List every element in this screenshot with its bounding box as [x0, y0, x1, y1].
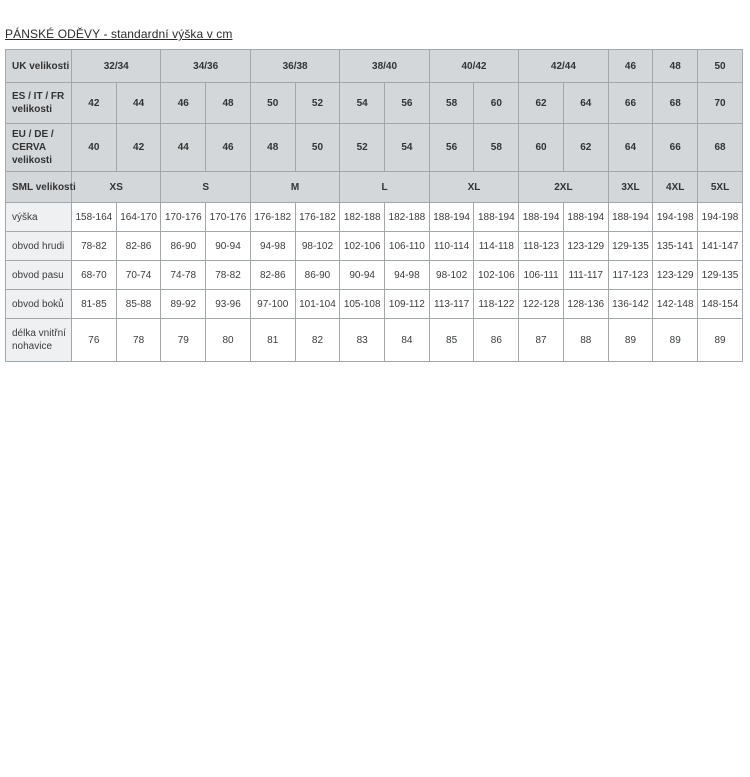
table-row [6, 232, 743, 261]
measurement-cell: 170-176 [206, 203, 251, 232]
size-header-cell: 48 [206, 83, 251, 124]
size-header-cell: 46 [608, 50, 653, 83]
size-header-cell: 3XL [608, 172, 653, 203]
size-header-cell: 50 [250, 83, 295, 124]
measurement-cell: 84 [385, 319, 430, 362]
measurement-cell: 102-106 [474, 261, 519, 290]
size-header-cell: 42 [116, 124, 161, 172]
measurement-cell: 85 [429, 319, 474, 362]
size-header-cell: 48 [250, 124, 295, 172]
measurement-cell: 78-82 [206, 261, 251, 290]
size-header-cell: 68 [698, 124, 743, 172]
measurement-cell: 117-123 [608, 261, 653, 290]
measurement-cell: 76 [72, 319, 117, 362]
measurement-cell: 118-122 [474, 290, 519, 319]
row-label: SML velikosti [6, 172, 72, 203]
table-row [6, 290, 743, 319]
measurement-cell: 85-88 [116, 290, 161, 319]
measurement-cell: 106-110 [385, 232, 430, 261]
size-header-cell: 4XL [653, 172, 698, 203]
size-header-cell: 50 [698, 50, 743, 83]
measurement-cell: 98-102 [429, 261, 474, 290]
size-header-cell: 46 [206, 124, 251, 172]
measurement-cell: 89 [698, 319, 743, 362]
measurement-cell: 97-100 [250, 290, 295, 319]
measurement-cell: 101-104 [295, 290, 340, 319]
measurement-cell: 82-86 [116, 232, 161, 261]
size-table [5, 49, 743, 362]
measurement-cell: 148-154 [698, 290, 743, 319]
measurement-cell: 188-194 [474, 203, 519, 232]
measurement-cell: 176-182 [250, 203, 295, 232]
measurement-cell: 94-98 [250, 232, 295, 261]
measurement-cell: 129-135 [698, 261, 743, 290]
table-row [6, 261, 743, 290]
measurement-cell: 89-92 [161, 290, 206, 319]
measurement-cell: 142-148 [653, 290, 698, 319]
measurement-cell: 78 [116, 319, 161, 362]
row-label: UK velikosti [6, 50, 72, 83]
size-header-cell: 2XL [519, 172, 608, 203]
measurement-cell: 86-90 [295, 261, 340, 290]
measurement-cell: 109-112 [385, 290, 430, 319]
measurement-cell: 74-78 [161, 261, 206, 290]
measurement-cell: 123-129 [563, 232, 608, 261]
measurement-cell: 88 [563, 319, 608, 362]
table-row [6, 319, 743, 362]
size-header-cell: 64 [563, 83, 608, 124]
size-header-cell: 40 [72, 124, 117, 172]
measurement-cell: 81-85 [72, 290, 117, 319]
measurement-cell: 158-164 [72, 203, 117, 232]
measurement-cell: 83 [340, 319, 385, 362]
measurement-cell: 135-141 [653, 232, 698, 261]
measurement-cell: 188-194 [563, 203, 608, 232]
measurement-cell: 80 [206, 319, 251, 362]
size-header-cell: 70 [698, 83, 743, 124]
row-label: ES / IT / FR velikosti [6, 83, 72, 124]
measurement-cell: 82 [295, 319, 340, 362]
size-header-cell: 60 [519, 124, 564, 172]
size-header-cell: 42/44 [519, 50, 608, 83]
page-title: PÁNSKÉ ODĚVY - standardní výška v cm [5, 27, 233, 41]
header-row [6, 50, 743, 83]
size-header-cell: 54 [385, 124, 430, 172]
measurement-cell: 128-136 [563, 290, 608, 319]
measurement-cell: 82-86 [250, 261, 295, 290]
measurement-cell: 170-176 [161, 203, 206, 232]
measurement-cell: 87 [519, 319, 564, 362]
measurement-cell: 79 [161, 319, 206, 362]
size-header-cell: 38/40 [340, 50, 429, 83]
table-row [6, 203, 743, 232]
row-label: výška [6, 203, 72, 232]
size-header-cell: 60 [474, 83, 519, 124]
size-header-cell: 44 [161, 124, 206, 172]
measurement-cell: 102-106 [340, 232, 385, 261]
measurement-cell: 86 [474, 319, 519, 362]
size-table-body [6, 50, 743, 362]
size-header-cell: 58 [474, 124, 519, 172]
size-header-cell: 64 [608, 124, 653, 172]
size-header-cell: 58 [429, 83, 474, 124]
measurement-cell: 141-147 [698, 232, 743, 261]
measurement-cell: 110-114 [429, 232, 474, 261]
measurement-cell: 94-98 [385, 261, 430, 290]
header-row [6, 83, 743, 124]
header-row [6, 124, 743, 172]
size-header-cell: 56 [429, 124, 474, 172]
row-label: délka vnitřní nohavice [6, 319, 72, 362]
measurement-cell: 194-198 [653, 203, 698, 232]
measurement-cell: 114-118 [474, 232, 519, 261]
measurement-cell: 194-198 [698, 203, 743, 232]
size-header-cell: 42 [72, 83, 117, 124]
size-header-cell: S [161, 172, 250, 203]
size-header-cell: 56 [385, 83, 430, 124]
size-header-cell: 66 [653, 124, 698, 172]
header-row [6, 172, 743, 203]
size-header-cell: 52 [340, 124, 385, 172]
size-header-cell: 44 [116, 83, 161, 124]
row-label: obvod hrudi [6, 232, 72, 261]
measurement-cell: 113-117 [429, 290, 474, 319]
size-header-cell: 54 [340, 83, 385, 124]
measurement-cell: 81 [250, 319, 295, 362]
measurement-cell: 98-102 [295, 232, 340, 261]
size-header-cell: 32/34 [72, 50, 161, 83]
size-header-cell: 34/36 [161, 50, 250, 83]
row-label: EU / DE / CERVA velikosti [6, 124, 72, 172]
measurement-cell: 122-128 [519, 290, 564, 319]
measurement-cell: 105-108 [340, 290, 385, 319]
size-header-cell: 52 [295, 83, 340, 124]
measurement-cell: 188-194 [519, 203, 564, 232]
measurement-cell: 86-90 [161, 232, 206, 261]
size-header-cell: 66 [608, 83, 653, 124]
measurement-cell: 111-117 [563, 261, 608, 290]
size-header-cell: 50 [295, 124, 340, 172]
measurement-cell: 93-96 [206, 290, 251, 319]
measurement-cell: 118-123 [519, 232, 564, 261]
measurement-cell: 136-142 [608, 290, 653, 319]
measurement-cell: 182-188 [340, 203, 385, 232]
size-header-cell: 36/38 [250, 50, 339, 83]
size-header-cell: 5XL [698, 172, 743, 203]
size-header-cell: 68 [653, 83, 698, 124]
measurement-cell: 188-194 [429, 203, 474, 232]
measurement-cell: 68-70 [72, 261, 117, 290]
measurement-cell: 164-170 [116, 203, 161, 232]
size-header-cell: 62 [563, 124, 608, 172]
size-header-cell: 48 [653, 50, 698, 83]
size-header-cell: 46 [161, 83, 206, 124]
size-header-cell: M [250, 172, 339, 203]
measurement-cell: 89 [608, 319, 653, 362]
measurement-cell: 70-74 [116, 261, 161, 290]
row-label: obvod pasu [6, 261, 72, 290]
measurement-cell: 123-129 [653, 261, 698, 290]
measurement-cell: 90-94 [340, 261, 385, 290]
measurement-cell: 78-82 [72, 232, 117, 261]
size-header-cell: 62 [519, 83, 564, 124]
measurement-cell: 176-182 [295, 203, 340, 232]
size-header-cell: 40/42 [429, 50, 518, 83]
size-header-cell: XS [72, 172, 161, 203]
measurement-cell: 90-94 [206, 232, 251, 261]
size-header-cell: L [340, 172, 429, 203]
measurement-cell: 129-135 [608, 232, 653, 261]
size-header-cell: XL [429, 172, 518, 203]
measurement-cell: 188-194 [608, 203, 653, 232]
measurement-cell: 106-111 [519, 261, 564, 290]
measurement-cell: 89 [653, 319, 698, 362]
measurement-cell: 182-188 [385, 203, 430, 232]
row-label: obvod boků [6, 290, 72, 319]
